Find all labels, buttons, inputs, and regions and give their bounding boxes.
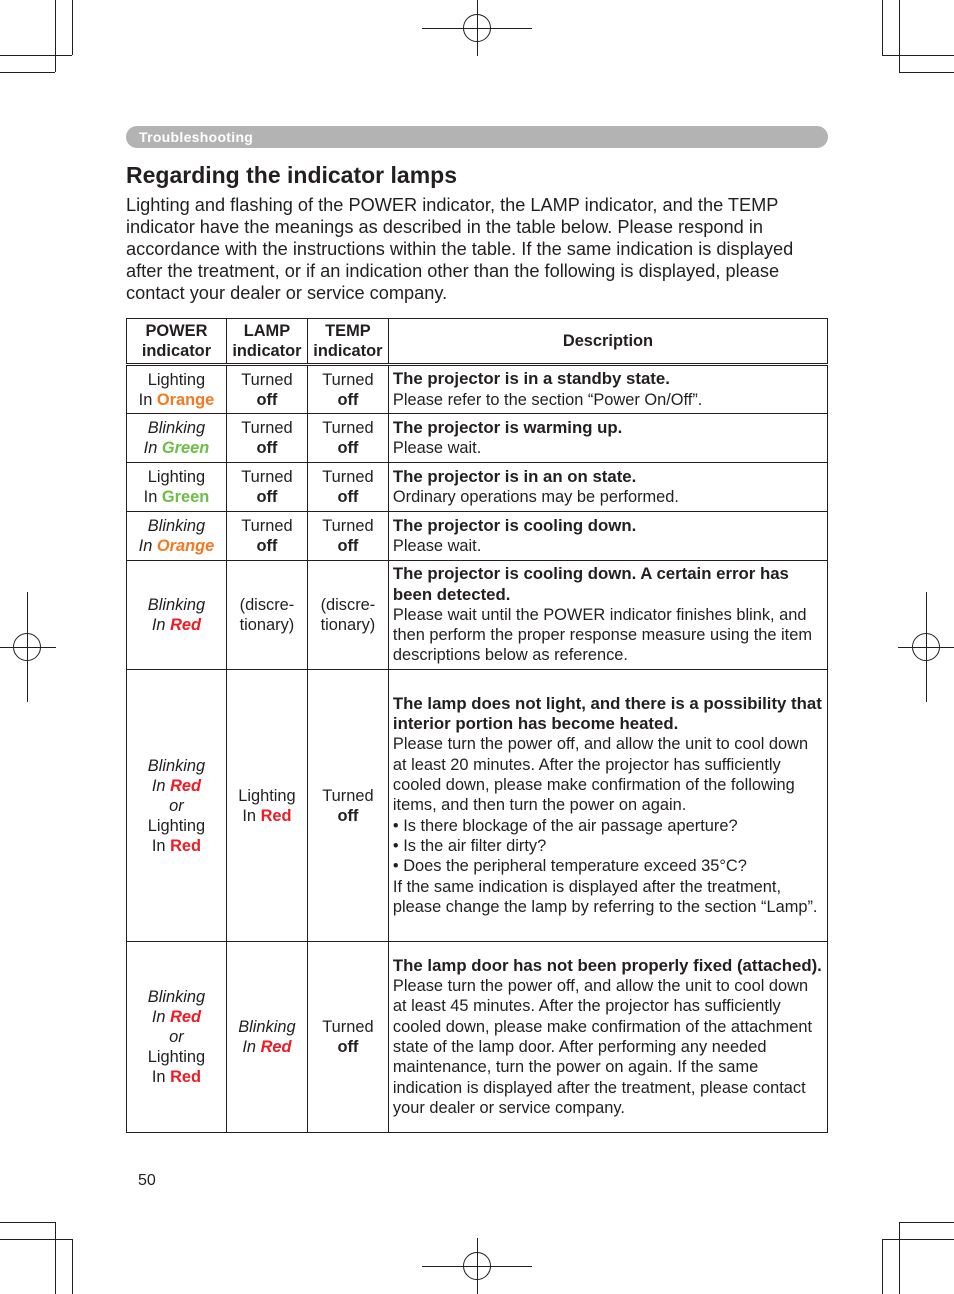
table-row [127, 512, 828, 561]
table-row [127, 670, 828, 942]
check-item: • Is the air filter dirty? [392, 836, 547, 855]
description-title: The projector is cooling down. [392, 515, 637, 535]
power-prefix: In [151, 616, 171, 634]
lamp-cell [226, 561, 307, 670]
crop-mark [0, 55, 72, 56]
power-state-alt: Lighting [147, 1048, 206, 1066]
power-color: Red [170, 616, 202, 634]
power-cell [127, 561, 227, 670]
power-state: Blinking [147, 596, 206, 614]
power-prefix: In [143, 488, 162, 506]
description-cell [388, 365, 827, 414]
power-or: or [169, 796, 184, 815]
power-state: Lighting [147, 370, 206, 389]
power-color: Red [170, 776, 202, 795]
power-cell [127, 942, 227, 1133]
registration-circle [463, 1252, 491, 1280]
crop-mark [899, 0, 900, 72]
crop-mark [899, 1222, 900, 1294]
header-power-line1: POWER [145, 322, 208, 340]
power-state: Lighting [147, 468, 206, 486]
description-text: Please wait. [392, 439, 482, 457]
power-state: Blinking [147, 517, 206, 535]
description-cell [388, 512, 827, 561]
temp-state-2: off [337, 439, 359, 457]
page-number: 50 [138, 1172, 156, 1189]
temp-state-2: off [337, 488, 359, 506]
power-color: Red [170, 1008, 202, 1026]
check-item: • Does the peripheral temperature exceed 35°C? [392, 857, 747, 876]
table-row [127, 463, 828, 512]
table-header-row [127, 319, 828, 365]
crop-mark [882, 0, 883, 55]
power-cell [127, 463, 227, 512]
power-cell [127, 414, 227, 463]
temp-cell [307, 512, 388, 561]
lamp-state: Turned [241, 517, 293, 535]
crop-mark [55, 1222, 56, 1294]
table-row [127, 365, 828, 414]
power-state-alt: Lighting [147, 816, 206, 835]
lamp-prefix: In [242, 1038, 261, 1056]
lamp-cell [226, 512, 307, 561]
power-or: or [169, 1028, 184, 1046]
temp-state: Turned [322, 517, 374, 535]
temp-state-2: off [337, 806, 359, 825]
header-description: Description [388, 319, 827, 365]
description-text: Please wait. [392, 537, 482, 555]
description-text: Please wait until the POWER indicator finishes blink, and then perform the proper response measure using the item descriptions below as reference. [392, 605, 813, 665]
check-item: • Is there blockage of the air passage aperture? [392, 816, 738, 835]
lamp-cell [226, 670, 307, 942]
power-prefix: In [151, 776, 171, 795]
description-text: Please turn the power off, and allow the unit to cool down at least 20 minutes. After the projector has sufficiently cooled down, please make confirmation of the following items, and then turn the power on again. [392, 735, 809, 815]
registration-circle [13, 633, 41, 661]
description-text: If the same indication is displayed after the treatment, please change the lamp by referring to the section “Lamp”. [392, 877, 818, 916]
power-state: Blinking [147, 988, 206, 1006]
temp-cell [307, 463, 388, 512]
temp-cell [307, 942, 388, 1133]
registration-circle [912, 633, 940, 661]
description-title: The projector is in a standby state. [392, 369, 670, 389]
lamp-state: Turned [241, 370, 293, 389]
header-power [127, 319, 227, 365]
header-power-line2: indicator [141, 342, 212, 360]
lamp-state-2: off [256, 537, 278, 555]
temp-cell [307, 414, 388, 463]
description-cell [388, 942, 827, 1133]
lamp-state: Blinking [238, 1018, 296, 1036]
crop-mark [882, 55, 954, 56]
power-color: Green [161, 439, 210, 457]
power-prefix: In [138, 390, 157, 409]
lamp-prefix: In [242, 806, 261, 825]
lamp-state: Turned [241, 468, 293, 486]
table-row [127, 942, 828, 1133]
temp-state: Turned [322, 1018, 374, 1036]
crop-mark [899, 72, 954, 73]
temp-state-2: off [337, 1038, 359, 1056]
temp-state: Turned [322, 370, 374, 389]
power-color-alt: Red [170, 836, 202, 855]
description-cell [388, 414, 827, 463]
power-prefix-alt: In [151, 1068, 171, 1086]
power-prefix-alt: In [151, 836, 171, 855]
intro-paragraph: Lighting and flashing of the POWER indicator, the LAMP indicator, and the TEMP indicator have the meanings as described in the table below. Please respond in accordance with the instructions within the table. If the same indication is displayed after the treatment, or if an indication other than the following is displayed, please contact your dealer or service company. [126, 195, 794, 303]
power-color: Orange [156, 537, 215, 555]
table-row [127, 561, 828, 670]
lamp-state-2: tionary) [239, 616, 295, 634]
lamp-state-2: off [256, 439, 278, 457]
lamp-state: (discre- [239, 596, 295, 614]
header-lamp-line2: indicator [232, 342, 302, 360]
lamp-state: Lighting [238, 786, 296, 805]
lamp-cell [226, 942, 307, 1133]
lamp-state: Turned [241, 419, 293, 437]
description-text: Please turn the power off, and allow the unit to cool down at least 45 minutes. After the projector has sufficiently cooled down, please make confirmation of the attachment state of the lamp door. After performing any needed maintenance, turn the power on again. If the same indication is displayed after the treatment, please contact your dealer or service company. [392, 977, 813, 1117]
registration-circle [463, 14, 491, 42]
description-title: The projector is in an on state. [392, 466, 637, 486]
crop-mark [72, 0, 73, 55]
description-title: The projector is warming up. [392, 417, 623, 437]
description-cell [388, 670, 827, 942]
power-state: Blinking [147, 419, 206, 437]
crop-mark [0, 72, 55, 73]
temp-state: Turned [322, 468, 374, 486]
description-cell [388, 561, 827, 670]
table-row [127, 414, 828, 463]
power-state: Blinking [147, 756, 206, 775]
temp-state: Turned [322, 786, 374, 805]
lamp-cell [226, 414, 307, 463]
temp-state: (discre- [320, 596, 376, 614]
lamp-state-2: off [256, 488, 278, 506]
description-text: Ordinary operations may be performed. [392, 488, 679, 506]
power-color-alt: Red [170, 1068, 202, 1086]
lamp-color: Red [260, 1038, 292, 1056]
lamp-cell [226, 365, 307, 414]
crop-mark [882, 1239, 883, 1294]
crop-mark [0, 1239, 72, 1240]
lamp-state-2: off [256, 390, 278, 409]
lamp-color: Red [260, 806, 292, 825]
temp-state-2: off [337, 390, 359, 409]
crop-mark [72, 1239, 73, 1294]
section-label: Troubleshooting [139, 129, 254, 145]
power-prefix: In [138, 537, 157, 555]
header-lamp-line1: LAMP [243, 322, 291, 340]
header-temp [307, 319, 388, 365]
power-color: Orange [156, 390, 215, 409]
header-lamp [226, 319, 307, 365]
crop-mark [0, 1222, 55, 1223]
description-cell [388, 463, 827, 512]
description-title: The lamp door has not been properly fixed (attached). [392, 955, 822, 975]
description-text: Please refer to the section “Power On/Off”. [392, 390, 703, 409]
header-temp-line1: TEMP [325, 322, 371, 340]
temp-state-2: off [337, 537, 359, 555]
power-prefix: In [143, 439, 162, 457]
temp-cell [307, 670, 388, 942]
temp-cell [307, 561, 388, 670]
header-temp-line2: indicator [313, 342, 383, 360]
page-title: Regarding the indicator lamps [126, 162, 457, 188]
lamp-cell [226, 463, 307, 512]
power-cell [127, 670, 227, 942]
power-prefix: In [151, 1008, 171, 1026]
crop-mark [882, 1239, 954, 1240]
power-cell [127, 365, 227, 414]
crop-mark [899, 1222, 954, 1223]
temp-state: Turned [322, 419, 374, 437]
power-cell [127, 512, 227, 561]
power-color: Green [161, 488, 210, 506]
indicator-table [126, 318, 828, 1133]
section-header-bar [126, 126, 828, 148]
description-title: The projector is cooling down. A certain error has been detected. [392, 564, 789, 604]
temp-state-2: tionary) [320, 616, 376, 634]
description-title: The lamp does not light, and there is a possibility that interior portion has become heated. [392, 693, 822, 734]
crop-mark [55, 0, 56, 72]
temp-cell [307, 365, 388, 414]
